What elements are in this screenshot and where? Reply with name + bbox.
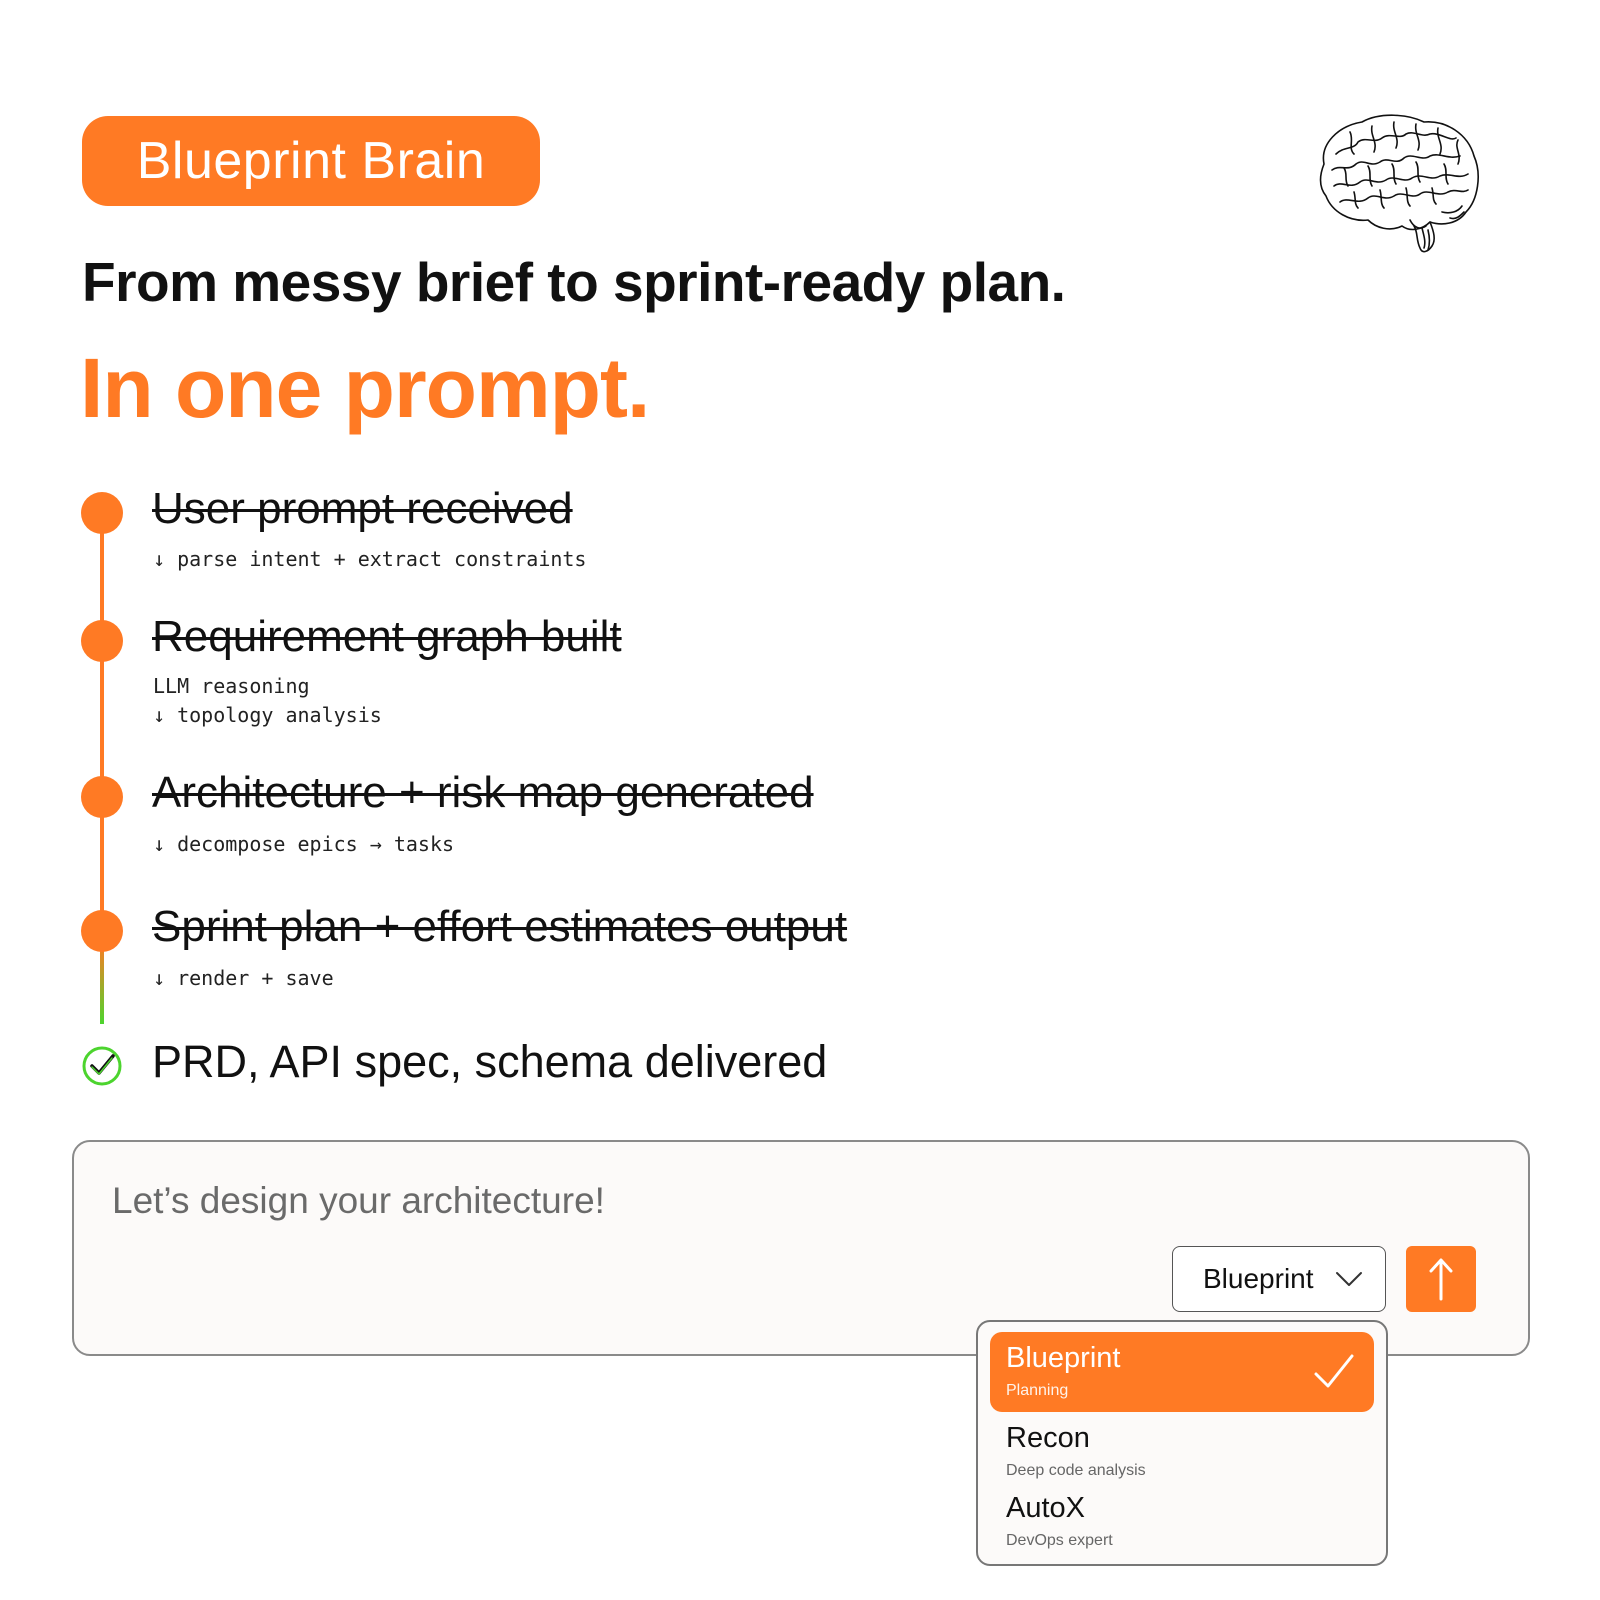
mode-dropdown-menu (976, 1320, 1388, 1566)
mode-option-autox[interactable] (990, 1492, 1374, 1558)
mode-option-description: Deep code analysis (1006, 1462, 1146, 1479)
mode-option-label: AutoX (1006, 1492, 1085, 1524)
mode-option-blueprint[interactable] (990, 1332, 1374, 1412)
send-button[interactable] (1406, 1246, 1476, 1312)
mode-option-label: Blueprint (1006, 1342, 1121, 1374)
checkmark-icon (1312, 1350, 1356, 1394)
brand-badge: Blueprint Brain (82, 116, 540, 206)
mode-select-value: Blueprint (1203, 1263, 1314, 1294)
prompt-input[interactable]: Let’s design your architecture! (112, 1180, 605, 1221)
step-note-2a: LLM reasoning (153, 674, 310, 698)
chevron-down-icon (1335, 1269, 1363, 1289)
step-title-2: Requirement graph built (152, 612, 622, 661)
step-note-2b: ↓ topology analysis (153, 703, 382, 727)
brain-icon (1310, 108, 1486, 260)
step-title-4: Sprint plan + effort estimates output (152, 902, 848, 951)
mode-option-description: DevOps expert (1006, 1532, 1113, 1549)
mode-option-recon[interactable] (990, 1422, 1374, 1488)
mode-option-description: Planning (1006, 1382, 1069, 1399)
step-title-3: Architecture + risk map generated (152, 768, 814, 817)
step-title-1: User prompt received (152, 484, 573, 533)
check-circle-icon (81, 1045, 123, 1087)
mode-select[interactable] (1172, 1246, 1386, 1312)
step-note-3: ↓ decompose epics → tasks (153, 832, 455, 856)
step-marker-3 (81, 776, 123, 818)
final-step-title: PRD, API spec, schema delivered (152, 1036, 828, 1087)
step-marker-1 (81, 492, 123, 534)
step-note-1: ↓ parse intent + extract constraints (153, 547, 587, 571)
mode-option-label: Recon (1006, 1422, 1090, 1454)
step-marker-4 (81, 910, 123, 952)
subheadline: In one prompt. (80, 341, 650, 435)
step-marker-2 (81, 620, 123, 662)
arrow-up-icon (1427, 1257, 1455, 1301)
step-note-4: ↓ render + save (153, 966, 334, 990)
headline: From messy brief to sprint-ready plan. (82, 251, 1066, 313)
